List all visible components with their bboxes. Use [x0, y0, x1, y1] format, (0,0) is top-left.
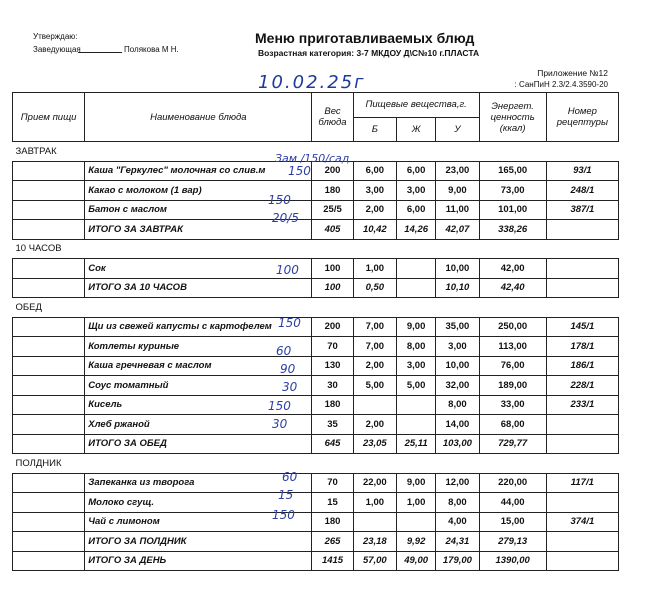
- dish-weight: 30: [312, 376, 353, 396]
- hand-shchi: 150: [278, 316, 301, 330]
- protein-value: 2,00: [353, 415, 396, 435]
- dish-weight: 200: [312, 317, 353, 337]
- protein-value: 22,00: [353, 473, 396, 493]
- table-row: [13, 493, 619, 513]
- section-name: ОБЕД: [13, 298, 619, 318]
- day-total-zh: 49,00: [397, 551, 436, 571]
- dish-weight: 70: [312, 337, 353, 357]
- recipe-number: [546, 493, 618, 513]
- meal-cell: [13, 317, 85, 337]
- recipe-number: 178/1: [546, 337, 618, 357]
- appendix-label: Приложение №12: [537, 68, 608, 78]
- sanpin-label: : СанПиН 2.3/2.4.3590-20: [514, 80, 608, 89]
- fat-value: 3,00: [397, 181, 436, 201]
- meal-cell: [13, 200, 85, 220]
- hand-chai: 150: [272, 508, 295, 522]
- recipe-number: 117/1: [546, 473, 618, 493]
- hand-sous: 30: [282, 380, 298, 394]
- total-row: [13, 532, 619, 552]
- fat-value: 6,00: [397, 200, 436, 220]
- carb-value: 8,00: [436, 395, 479, 415]
- table-row: [13, 317, 619, 337]
- approval-head-name: Полякова М Н.: [124, 45, 179, 54]
- total-weight: 100: [312, 278, 353, 298]
- dish-weight: 70: [312, 473, 353, 493]
- energy-value: 33,00: [479, 395, 546, 415]
- meal-cell: [13, 220, 85, 240]
- energy-value: 68,00: [479, 415, 546, 435]
- fat-value: [397, 512, 436, 532]
- day-total-row: [13, 551, 619, 571]
- dish-name: Чай с лимоном: [85, 512, 312, 532]
- fat-value: 6,00: [397, 161, 436, 181]
- dish-weight: 200: [312, 161, 353, 181]
- hand-baton: 20/5: [272, 211, 299, 225]
- total-zh: 25,11: [397, 434, 436, 454]
- dish-name: Хлеб ржаной: [85, 415, 312, 435]
- total-energy: 338,26: [479, 220, 546, 240]
- hand-zapekanka: 60: [282, 470, 298, 484]
- meal-cell: [13, 473, 85, 493]
- meal-cell: [13, 356, 85, 376]
- dish-weight: 25/5: [312, 200, 353, 220]
- meal-cell: [13, 181, 85, 201]
- col-b: Б: [353, 117, 396, 142]
- table-row: [13, 181, 619, 201]
- col-energy: Энергет. ценность (ккал): [479, 93, 546, 142]
- energy-value: 44,00: [479, 493, 546, 513]
- table-row: [13, 337, 619, 357]
- carb-value: 35,00: [436, 317, 479, 337]
- dish-weight: 180: [312, 181, 353, 201]
- total-b: 23,18: [353, 532, 396, 552]
- meal-cell: [13, 551, 85, 571]
- carb-value: 23,00: [436, 161, 479, 181]
- hand-kasha: 150: [288, 164, 311, 178]
- meal-cell: [13, 259, 85, 279]
- carb-value: 3,00: [436, 337, 479, 357]
- dish-name: Котлеты куриные: [85, 337, 312, 357]
- day-total-b: 57,00: [353, 551, 396, 571]
- dish-name: Кисель: [85, 395, 312, 415]
- recipe-number: 93/1: [546, 161, 618, 181]
- total-row: [13, 278, 619, 298]
- carb-value: 10,00: [436, 356, 479, 376]
- total-u: 103,00: [436, 434, 479, 454]
- col-u: У: [436, 117, 479, 142]
- total-zh: 9,92: [397, 532, 436, 552]
- recipe-number: 387/1: [546, 200, 618, 220]
- total-zh: [397, 278, 436, 298]
- dish-name: Запеканка из творога: [85, 473, 312, 493]
- protein-value: 1,00: [353, 259, 396, 279]
- table-row: [13, 395, 619, 415]
- section-name: ЗАВТРАК: [13, 142, 619, 162]
- approval-head-label: Заведующая: [33, 45, 81, 54]
- page-title: Меню приготавливаемых блюд: [255, 30, 475, 46]
- col-nutrients: Пищевые вещества,г.: [353, 93, 479, 118]
- dish-weight: 180: [312, 512, 353, 532]
- total-b: 0,50: [353, 278, 396, 298]
- fat-value: 9,00: [397, 473, 436, 493]
- total-label: ИТОГО ЗА ЗАВТРАК: [85, 220, 312, 240]
- meal-cell: [13, 415, 85, 435]
- day-total-weight: 1415: [312, 551, 353, 571]
- col-meal: Прием пищи: [13, 93, 85, 142]
- protein-value: 2,00: [353, 200, 396, 220]
- meal-cell: [13, 532, 85, 552]
- meal-cell: [13, 434, 85, 454]
- col-zh: Ж: [397, 117, 436, 142]
- total-weight: 265: [312, 532, 353, 552]
- energy-value: 189,00: [479, 376, 546, 396]
- carb-value: 32,00: [436, 376, 479, 396]
- meal-cell: [13, 337, 85, 357]
- table-row: [13, 356, 619, 376]
- table-row: [13, 200, 619, 220]
- meal-cell: [13, 512, 85, 532]
- carb-value: 14,00: [436, 415, 479, 435]
- table-row: [13, 376, 619, 396]
- hand-khleb: 30: [272, 417, 288, 431]
- recipe-number: [546, 259, 618, 279]
- protein-value: 6,00: [353, 161, 396, 181]
- meal-cell: [13, 376, 85, 396]
- section-name: 10 ЧАСОВ: [13, 239, 619, 259]
- carb-value: 8,00: [436, 493, 479, 513]
- signature-line: [78, 52, 122, 53]
- fat-value: 5,00: [397, 376, 436, 396]
- day-total-label: ИТОГО ЗА ДЕНЬ: [85, 551, 312, 571]
- total-u: 10,10: [436, 278, 479, 298]
- fat-value: 3,00: [397, 356, 436, 376]
- dish-name: Каша гречневая с маслом: [85, 356, 312, 376]
- total-label: ИТОГО ЗА ОБЕД: [85, 434, 312, 454]
- dish-name: Щи из свежей капусты с картофелем: [85, 317, 312, 337]
- protein-value: [353, 512, 396, 532]
- fat-value: [397, 259, 436, 279]
- recipe-number: 145/1: [546, 317, 618, 337]
- energy-value: 42,00: [479, 259, 546, 279]
- dish-name: Каша "Геркулес" молочная со слив.м: [85, 161, 312, 181]
- protein-value: 1,00: [353, 493, 396, 513]
- meal-cell: [13, 493, 85, 513]
- hand-breakfast-note: Зам /150/сад: [275, 152, 350, 165]
- energy-value: 15,00: [479, 512, 546, 532]
- total-b: 10,42: [353, 220, 396, 240]
- energy-value: 76,00: [479, 356, 546, 376]
- carb-value: 12,00: [436, 473, 479, 493]
- total-row: [13, 220, 619, 240]
- total-u: 42,07: [436, 220, 479, 240]
- hand-grechka: 90: [280, 362, 296, 376]
- carb-value: 4,00: [436, 512, 479, 532]
- meal-cell: [13, 395, 85, 415]
- energy-value: 165,00: [479, 161, 546, 181]
- hand-moloko: 15: [278, 488, 294, 502]
- recipe-number: 228/1: [546, 376, 618, 396]
- protein-value: 5,00: [353, 376, 396, 396]
- dish-name: Соус томатный: [85, 376, 312, 396]
- carb-value: 10,00: [436, 259, 479, 279]
- energy-value: 101,00: [479, 200, 546, 220]
- dish-weight: 35: [312, 415, 353, 435]
- recipe-number: [546, 434, 618, 454]
- total-u: 24,31: [436, 532, 479, 552]
- total-label: ИТОГО ЗА 10 ЧАСОВ: [85, 278, 312, 298]
- total-energy: 279,13: [479, 532, 546, 552]
- total-row: [13, 434, 619, 454]
- table-row: [13, 473, 619, 493]
- recipe-number: 233/1: [546, 395, 618, 415]
- recipe-number: [546, 278, 618, 298]
- handwritten-date: 10.02.25г: [258, 72, 366, 93]
- hand-juice: 100: [276, 263, 299, 277]
- recipe-number: [546, 532, 618, 552]
- protein-value: 7,00: [353, 317, 396, 337]
- table-row: [13, 415, 619, 435]
- total-zh: 14,26: [397, 220, 436, 240]
- day-total-u: 179,00: [436, 551, 479, 571]
- meal-cell: [13, 278, 85, 298]
- dish-weight: 130: [312, 356, 353, 376]
- total-energy: 42,40: [479, 278, 546, 298]
- recipe-number: 186/1: [546, 356, 618, 376]
- section-row: [13, 298, 619, 318]
- total-label: ИТОГО ЗА ПОЛДНИК: [85, 532, 312, 552]
- hand-cocoa: 150: [268, 193, 291, 207]
- day-total-energy: 1390,00: [479, 551, 546, 571]
- total-weight: 405: [312, 220, 353, 240]
- protein-value: 2,00: [353, 356, 396, 376]
- total-b: 23,05: [353, 434, 396, 454]
- total-weight: 645: [312, 434, 353, 454]
- energy-value: 220,00: [479, 473, 546, 493]
- protein-value: [353, 395, 396, 415]
- energy-value: 113,00: [479, 337, 546, 357]
- approval-label: Утверждаю:: [33, 32, 78, 41]
- dish-name: Молоко сгущ.: [85, 493, 312, 513]
- recipe-number: 248/1: [546, 181, 618, 201]
- total-energy: 729,77: [479, 434, 546, 454]
- recipe-number: [546, 220, 618, 240]
- fat-value: 9,00: [397, 317, 436, 337]
- fat-value: 1,00: [397, 493, 436, 513]
- dish-weight: 15: [312, 493, 353, 513]
- meal-cell: [13, 161, 85, 181]
- age-category: Возрастная категория: 3-7 МКДОУ Д\С№10 г.ПЛАСТА: [258, 48, 480, 58]
- dish-name: Какао с молоком (1 вар): [85, 181, 312, 201]
- recipe-number: [546, 551, 618, 571]
- carb-value: 11,00: [436, 200, 479, 220]
- hand-kisel: 150: [268, 399, 291, 413]
- carb-value: 9,00: [436, 181, 479, 201]
- energy-value: 73,00: [479, 181, 546, 201]
- section-name: ПОЛДНИК: [13, 454, 619, 474]
- dish-weight: 180: [312, 395, 353, 415]
- col-recipe: Номер рецептуры: [546, 93, 618, 142]
- col-dish: Наименование блюда: [85, 93, 312, 142]
- recipe-number: 374/1: [546, 512, 618, 532]
- energy-value: 250,00: [479, 317, 546, 337]
- dish-name: Сок: [85, 259, 312, 279]
- col-weight: Вес блюда: [312, 93, 353, 142]
- section-row: [13, 454, 619, 474]
- fat-value: [397, 395, 436, 415]
- dish-weight: 100: [312, 259, 353, 279]
- recipe-number: [546, 415, 618, 435]
- hand-kotlety: 60: [276, 344, 292, 358]
- table-row: [13, 259, 619, 279]
- fat-value: [397, 415, 436, 435]
- protein-value: 7,00: [353, 337, 396, 357]
- dish-name: Батон с маслом: [85, 200, 312, 220]
- protein-value: 3,00: [353, 181, 396, 201]
- table-row: [13, 512, 619, 532]
- section-row: [13, 239, 619, 259]
- fat-value: 8,00: [397, 337, 436, 357]
